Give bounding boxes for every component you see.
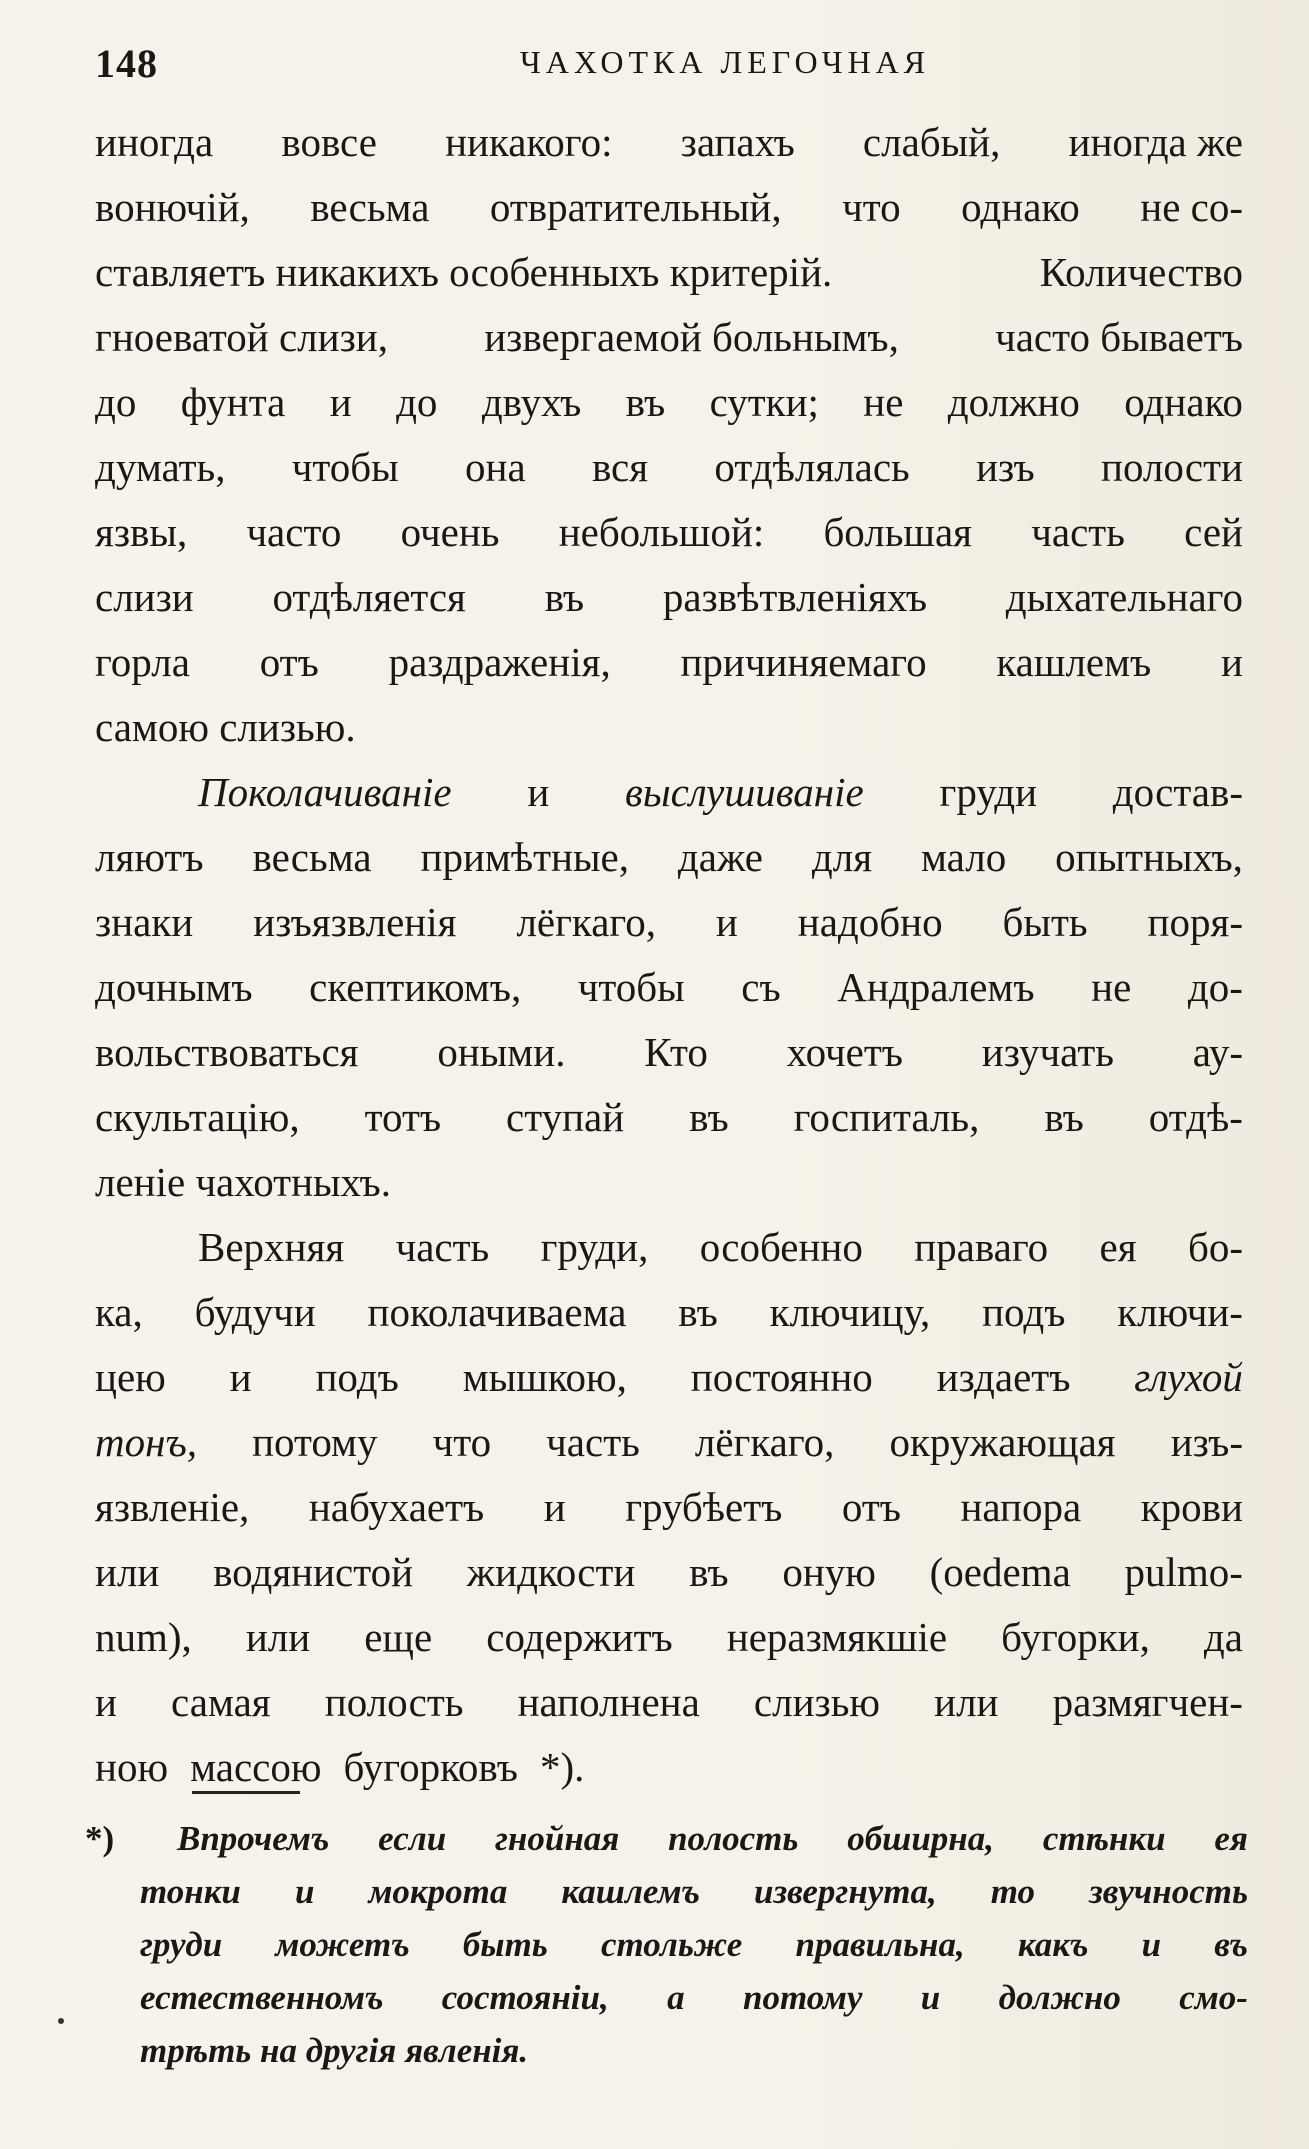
footnote-word: потому	[742, 1978, 863, 2017]
word: и	[1221, 639, 1243, 685]
word: и	[95, 1679, 117, 1725]
word: изъ-	[1170, 1419, 1243, 1465]
word: Кто	[644, 1029, 708, 1075]
word: чтобы	[291, 444, 399, 490]
word: подъ	[982, 1289, 1066, 1335]
word: кашлемъ	[996, 639, 1152, 685]
word: жидкости	[466, 1549, 636, 1595]
word: фунта	[180, 379, 286, 425]
word: часть	[1031, 509, 1125, 555]
word: бугорковъ	[343, 1744, 518, 1790]
word: не со-	[1140, 184, 1243, 230]
word: ляютъ	[95, 834, 204, 880]
footnote-word: трѣть на другія явленія.	[140, 2031, 529, 2070]
footnote-word: стѣнки	[1042, 1819, 1166, 1858]
word: отъ	[841, 1484, 901, 1530]
word: глухой	[1134, 1354, 1243, 1400]
word: вонючій,	[95, 184, 250, 230]
footnote-word: ея	[1214, 1819, 1248, 1858]
word: часто	[246, 509, 342, 555]
word: не	[1091, 964, 1132, 1010]
word: чтобы	[577, 964, 685, 1010]
text-line	[95, 890, 1243, 955]
word: весьма	[310, 184, 430, 230]
word: небольшой:	[558, 509, 765, 555]
text-line	[95, 305, 1243, 370]
footnote-line	[85, 1971, 1248, 2024]
text-line	[95, 435, 1243, 500]
word: Верхняя	[198, 1224, 345, 1270]
word: набухаетъ	[308, 1484, 485, 1530]
word: думать,	[95, 444, 226, 490]
word: да	[1203, 1614, 1243, 1660]
footnote-line	[85, 2024, 1248, 2077]
text-line	[95, 1150, 1243, 1215]
word: ея	[1099, 1224, 1137, 1270]
word: Поколачиваніе	[198, 769, 452, 815]
word: изучать	[981, 1029, 1114, 1075]
word: груди	[939, 769, 1038, 815]
word: до-	[1187, 964, 1243, 1010]
word: въ	[678, 1289, 718, 1335]
word: *).	[539, 1744, 585, 1790]
word: праваго	[914, 1224, 1049, 1270]
word: опытныхъ,	[1055, 834, 1243, 880]
word: сей	[1184, 509, 1243, 555]
word: запахъ	[680, 119, 795, 165]
word: въ	[689, 1094, 729, 1140]
word: размягчен-	[1052, 1679, 1243, 1725]
word: отдѣлялась	[714, 444, 910, 490]
footnote-word: груди	[140, 1925, 223, 1964]
word: изъ	[976, 444, 1035, 490]
word: надобно	[797, 899, 943, 945]
page-number: 148	[95, 41, 158, 86]
word: или	[934, 1679, 999, 1725]
word: она	[465, 444, 526, 490]
word: слабый,	[862, 119, 1001, 165]
word: неразмякшіе	[726, 1614, 948, 1660]
word: раздраженія,	[388, 639, 611, 685]
footnote-word: въ	[1214, 1925, 1248, 1964]
word: подъ	[315, 1354, 399, 1400]
word: оными.	[437, 1029, 566, 1075]
running-head: ЧАХОТКА ЛЕГОЧНАЯ	[520, 44, 931, 80]
word: скультацію,	[95, 1094, 300, 1140]
word: pulmo-	[1124, 1549, 1243, 1595]
word: ставляетъ никакихъ особенныхъ критерій.	[95, 249, 833, 295]
word: иногда же	[1068, 119, 1243, 165]
word: причиняемаго	[680, 639, 927, 685]
word: ау-	[1192, 1029, 1243, 1075]
word: знаки	[95, 899, 194, 945]
footnote-word: можетъ	[275, 1925, 410, 1964]
word: что	[432, 1419, 492, 1465]
text-line	[95, 1540, 1243, 1605]
text-line	[95, 1345, 1243, 1410]
word: цею	[95, 1354, 166, 1400]
paper-speck	[58, 2018, 64, 2024]
word: однако	[1124, 379, 1243, 425]
footnote-word: извергнута,	[754, 1872, 937, 1911]
word: (oedema	[929, 1549, 1071, 1595]
word: Андралемъ	[837, 964, 1035, 1010]
footnote-word: то	[990, 1872, 1036, 1911]
word: мышкою,	[462, 1354, 627, 1400]
word: отдѣляется	[272, 574, 466, 620]
word: дочнымъ	[95, 964, 253, 1010]
footnote	[85, 1812, 1248, 2077]
footnote-word: должно	[998, 1978, 1121, 2017]
footnote-word: правильна,	[795, 1925, 965, 1964]
footnote-line	[85, 1918, 1248, 1971]
footnote-word: какъ	[1017, 1925, 1089, 1964]
word: и	[329, 379, 352, 425]
text-line	[95, 1085, 1243, 1150]
text-line	[95, 760, 1243, 825]
word: однако	[961, 184, 1080, 230]
word: въ	[625, 379, 666, 425]
footnote-word: и	[294, 1872, 315, 1911]
footnote-line	[85, 1865, 1248, 1918]
word: и	[229, 1354, 252, 1400]
footnote-word: гнойная	[495, 1819, 620, 1858]
word: слизью	[753, 1679, 881, 1725]
word: скептикомъ,	[309, 964, 522, 1010]
word: изъязвленія	[253, 899, 457, 945]
word: или	[95, 1549, 160, 1595]
word: отъ	[259, 639, 319, 685]
word: часто бываетъ	[995, 314, 1243, 360]
word: грубѣетъ	[625, 1484, 783, 1530]
word: гноеватой слизи,	[95, 314, 388, 360]
word: иногда	[95, 119, 214, 165]
footnote-word: если	[378, 1819, 447, 1858]
word: для	[811, 834, 873, 880]
footnote-marker: *)	[85, 1819, 115, 1858]
word: съ	[741, 964, 781, 1010]
text-line	[95, 1020, 1243, 1085]
word: самою слизью.	[95, 704, 356, 750]
word: до	[95, 379, 137, 425]
word: и	[527, 769, 550, 815]
text-line	[95, 825, 1243, 890]
word: ключи-	[1117, 1289, 1243, 1335]
word: въ	[1044, 1094, 1084, 1140]
word: примѣтные,	[420, 834, 629, 880]
text-line	[95, 565, 1243, 630]
word: потому	[252, 1419, 378, 1465]
word: вовсе	[281, 119, 377, 165]
word: должно	[947, 379, 1080, 425]
word: напора	[960, 1484, 1082, 1530]
word: развѣтвленіяхъ	[662, 574, 928, 620]
word: лёгкаго,	[694, 1419, 835, 1465]
word: большая	[823, 509, 973, 555]
word: въ	[689, 1549, 729, 1595]
word: леніе чахотныхъ.	[95, 1159, 391, 1205]
footnote-line	[85, 1812, 1248, 1865]
text-line	[95, 370, 1243, 435]
word: ступай	[506, 1094, 625, 1140]
text-line	[95, 110, 1243, 175]
text-line	[95, 1605, 1243, 1670]
word: тонъ,	[95, 1419, 197, 1465]
word: водянистой	[213, 1549, 414, 1595]
text-line	[95, 1670, 1243, 1735]
word: массою	[190, 1744, 322, 1790]
word: полости	[1101, 444, 1243, 490]
word: ключицу,	[769, 1289, 931, 1335]
text-line	[95, 1475, 1243, 1540]
footnote-word: состояніи,	[441, 1978, 609, 2017]
word: еще	[364, 1614, 433, 1660]
word: самая	[171, 1679, 271, 1725]
footnote-word: и	[920, 1978, 941, 2017]
footnote-word: полость	[668, 1819, 799, 1858]
word: лёгкаго,	[516, 899, 656, 945]
word: сутки;	[709, 379, 819, 425]
word: не	[863, 379, 904, 425]
word: очень	[400, 509, 500, 555]
word: num),	[95, 1614, 192, 1660]
footnote-word: стольже	[601, 1925, 743, 1964]
word: полость	[324, 1679, 464, 1725]
text-line	[95, 240, 1243, 305]
text-line	[95, 695, 1243, 760]
word: хочетъ	[786, 1029, 903, 1075]
word: поколачиваема	[367, 1289, 627, 1335]
footnote-word: смо-	[1179, 1978, 1248, 2017]
word: Количество	[1039, 249, 1243, 295]
word: ною	[95, 1744, 169, 1790]
text-line	[95, 500, 1243, 565]
word: бо-	[1187, 1224, 1243, 1270]
word: поря-	[1147, 899, 1243, 945]
footnote-word: обширна,	[847, 1819, 994, 1858]
word: двухъ	[481, 379, 582, 425]
footnote-word: мокрота	[368, 1872, 508, 1911]
word: даже	[677, 834, 763, 880]
word: особенно	[699, 1224, 863, 1270]
word: слизи	[95, 574, 194, 620]
body-text	[95, 110, 1243, 1800]
word: вольствоваться	[95, 1029, 359, 1075]
word: часть	[546, 1419, 640, 1465]
word: язвы,	[95, 509, 188, 555]
word: язвленіе,	[95, 1484, 250, 1530]
word: крови	[1140, 1484, 1243, 1530]
footnote-word: быть	[462, 1925, 548, 1964]
footnote-word: кашлемъ	[561, 1872, 700, 1911]
word: часть	[395, 1224, 490, 1270]
word: ка,	[95, 1289, 143, 1335]
word: оную	[782, 1549, 876, 1595]
word: тотъ	[364, 1094, 442, 1140]
word: извергаемой больнымъ,	[484, 314, 899, 360]
text-line	[95, 955, 1243, 1020]
word: мало	[921, 834, 1007, 880]
word: окружающая	[889, 1419, 1116, 1465]
footnote-rule	[192, 1791, 300, 1794]
word: выслушиваніе	[625, 769, 864, 815]
word: будучи	[194, 1289, 316, 1335]
word: госпиталь,	[793, 1094, 980, 1140]
word: никакого:	[445, 119, 613, 165]
text-line	[95, 1280, 1243, 1345]
footnote-word: звучность	[1089, 1872, 1248, 1911]
footnote-word: тонки	[140, 1872, 241, 1911]
word: и	[715, 899, 738, 945]
text-line	[95, 175, 1243, 240]
word: до	[396, 379, 438, 425]
word: что	[842, 184, 901, 230]
footnote-word: а	[667, 1978, 685, 2017]
footnote-word: и	[1141, 1925, 1162, 1964]
word: издаетъ	[936, 1354, 1071, 1400]
word: горла	[95, 639, 190, 685]
word: достав-	[1112, 769, 1243, 815]
word: быть	[1002, 899, 1088, 945]
word: отдѣ-	[1148, 1094, 1243, 1140]
word: вся	[591, 444, 649, 490]
text-line	[95, 1215, 1243, 1280]
word: отвратительный,	[489, 184, 782, 230]
footnote-word: естественномъ	[140, 1978, 384, 2017]
word: бугорки,	[1001, 1614, 1150, 1660]
word: въ	[544, 574, 585, 620]
word: груди,	[540, 1224, 649, 1270]
text-line	[95, 630, 1243, 695]
word: весьма	[252, 834, 372, 880]
word: постоянно	[690, 1354, 873, 1400]
word: наполнена	[517, 1679, 700, 1725]
word: и	[543, 1484, 566, 1530]
text-line	[95, 1410, 1243, 1475]
footnote-word: Впрочемъ	[176, 1819, 330, 1858]
word: или	[245, 1614, 311, 1660]
word: содержитъ	[486, 1614, 673, 1660]
word: дыхательнаго	[1005, 574, 1243, 620]
